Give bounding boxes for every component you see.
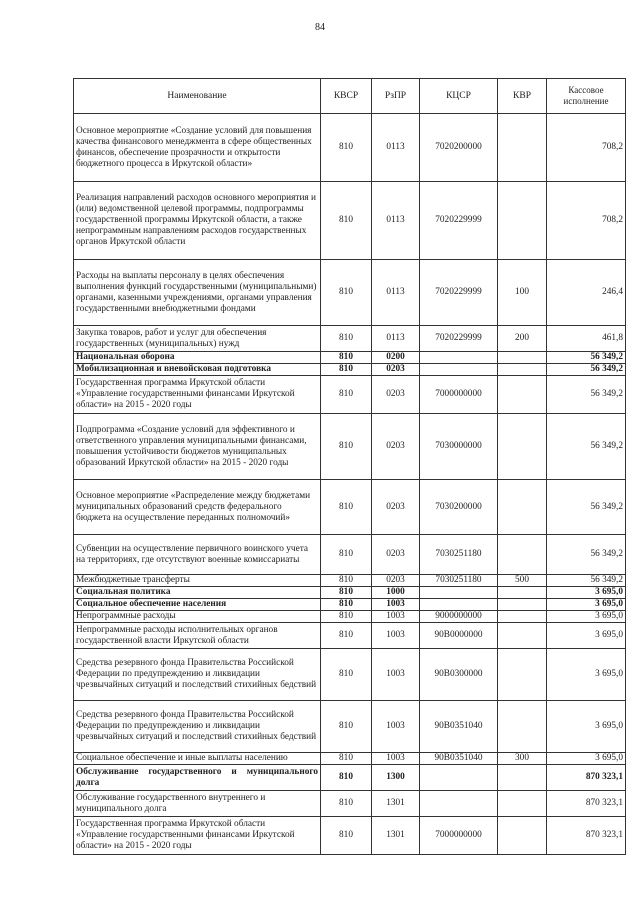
cell-name: Национальная оборона [74, 352, 321, 364]
header-amount: Кассовое исполнение [547, 79, 626, 114]
cell-kvr [498, 376, 547, 414]
table-row [74, 480, 626, 535]
cell-kvr [498, 364, 547, 376]
cell-amount: 870 323,1 [547, 817, 626, 855]
cell-kvsr: 810 [321, 480, 372, 535]
cell-kvr [498, 623, 547, 649]
cell-rzpr: 1301 [372, 817, 420, 855]
cell-rzpr: 0203 [372, 575, 420, 587]
table-row [74, 535, 626, 575]
cell-kvsr: 810 [321, 623, 372, 649]
cell-name: Социальное обеспечение и иные выплаты населению [74, 753, 321, 765]
cell-kvr [498, 182, 547, 260]
cell-kvsr: 810 [321, 376, 372, 414]
cell-kvr [498, 535, 547, 575]
cell-kvsr: 810 [321, 364, 372, 376]
cell-amount: 870 323,1 [547, 765, 626, 791]
table-row [74, 326, 626, 352]
cell-kvsr: 810 [321, 817, 372, 855]
cell-name: Средства резервного фонда Правительства Российской Федерации по предупреждению и ликвидации чрезвычайных ситуаций и последствий стихийных бедствий [74, 701, 321, 753]
cell-name: Реализация направлений расходов основного мероприятия и (или) ведомственной целевой программы, подпрограммы государственной программы Иркутской области, а также непрограммным направлениям расходов государственных органов Иркутской области [74, 182, 321, 260]
cell-kcsr: 7030000000 [420, 414, 498, 480]
table-row [74, 182, 626, 260]
cell-name: Непрограммные расходы [74, 611, 321, 623]
table-row [74, 414, 626, 480]
cell-kvsr: 810 [321, 326, 372, 352]
header-kvsr: КВСР [321, 79, 372, 114]
cell-name: Непрограммные расходы исполнительных органов государственной власти Иркутской области [74, 623, 321, 649]
cell-kvr [498, 352, 547, 364]
cell-amount: 708,2 [547, 114, 626, 182]
cell-kvsr: 810 [321, 535, 372, 575]
cell-rzpr: 0203 [372, 535, 420, 575]
cell-rzpr: 1301 [372, 791, 420, 817]
table-body [74, 114, 626, 855]
cell-kcsr [420, 587, 498, 599]
cell-kvsr: 810 [321, 114, 372, 182]
cell-kvr [498, 701, 547, 753]
cell-kcsr: 90В0351040 [420, 753, 498, 765]
cell-kvsr: 810 [321, 182, 372, 260]
table-row [74, 352, 626, 364]
cell-amount: 56 349,2 [547, 364, 626, 376]
table-row [74, 791, 626, 817]
cell-kvr: 200 [498, 326, 547, 352]
cell-amount: 3 695,0 [547, 599, 626, 611]
cell-name: Расходы на выплаты персоналу в целях обеспечения выполнения функций государственными (муниципальными) органами, казенными учреждениями, органами управления государственными внебюджетными фондами [74, 260, 321, 326]
cell-kcsr: 7030251180 [420, 575, 498, 587]
table-row [74, 753, 626, 765]
cell-name: Государственная программа Иркутской области «Управление государственными финансами Иркутской области» на 2015 - 2020 годы [74, 817, 321, 855]
cell-kvr [498, 114, 547, 182]
cell-name: Межбюджетные трансферты [74, 575, 321, 587]
cell-rzpr: 1300 [372, 765, 420, 791]
cell-kcsr: 7030251180 [420, 535, 498, 575]
cell-kcsr [420, 765, 498, 791]
cell-kvsr: 810 [321, 611, 372, 623]
cell-amount: 56 349,2 [547, 575, 626, 587]
table-row [74, 599, 626, 611]
cell-name: Социальная политика [74, 587, 321, 599]
cell-kcsr: 90В0300000 [420, 649, 498, 701]
cell-kvr [498, 480, 547, 535]
cell-kvsr: 810 [321, 575, 372, 587]
cell-kcsr: 7020229999 [420, 326, 498, 352]
cell-rzpr: 0113 [372, 114, 420, 182]
cell-rzpr: 0203 [372, 480, 420, 535]
cell-amount: 3 695,0 [547, 587, 626, 599]
cell-rzpr: 0200 [372, 352, 420, 364]
cell-amount: 708,2 [547, 182, 626, 260]
cell-kcsr [420, 599, 498, 611]
cell-kvr [498, 414, 547, 480]
cell-name: Социальное обеспечение населения [74, 599, 321, 611]
table-header-row [74, 79, 626, 114]
table-row [74, 817, 626, 855]
header-name: Наименование [74, 79, 321, 114]
cell-amount: 56 349,2 [547, 414, 626, 480]
cell-kcsr: 9000000000 [420, 611, 498, 623]
cell-kvsr: 810 [321, 701, 372, 753]
cell-rzpr: 0113 [372, 326, 420, 352]
cell-amount: 56 349,2 [547, 535, 626, 575]
cell-rzpr: 0203 [372, 376, 420, 414]
table-row [74, 611, 626, 623]
header-kvr: КВР [498, 79, 547, 114]
cell-rzpr: 1003 [372, 701, 420, 753]
cell-amount: 3 695,0 [547, 611, 626, 623]
table-row [74, 260, 626, 326]
cell-amount: 56 349,2 [547, 480, 626, 535]
cell-amount: 3 695,0 [547, 649, 626, 701]
cell-rzpr: 0113 [372, 182, 420, 260]
cell-kvr [498, 649, 547, 701]
cell-kcsr: 7020200000 [420, 114, 498, 182]
cell-kcsr [420, 352, 498, 364]
cell-name: Обслуживание государственного внутреннего и муниципального долга [74, 791, 321, 817]
table-row [74, 623, 626, 649]
cell-kcsr: 90В0000000 [420, 623, 498, 649]
cell-name: Подпрограмма «Создание условий для эффективного и ответственного управления муниципальными финансами, повышения устойчивости бюджетов муниципальных образований Иркутской области» на 2015 - 2020 годы [74, 414, 321, 480]
cell-kvr [498, 599, 547, 611]
cell-rzpr: 1003 [372, 599, 420, 611]
table-row [74, 587, 626, 599]
cell-amount: 3 695,0 [547, 753, 626, 765]
cell-kvr: 500 [498, 575, 547, 587]
cell-amount: 3 695,0 [547, 623, 626, 649]
cell-kcsr: 7020229999 [420, 260, 498, 326]
cell-name: Основное мероприятие «Создание условий для повышения качества финансового менеджмента в сфере общественных финансов, обеспечение прозрачности и открытости бюджетного процесса в Иркутской области» [74, 114, 321, 182]
cell-kvr: 100 [498, 260, 547, 326]
cell-name: Закупка товаров, работ и услуг для обеспечения государственных (муниципальных) нужд [74, 326, 321, 352]
cell-kcsr: 7000000000 [420, 376, 498, 414]
cell-kvsr: 810 [321, 791, 372, 817]
table-row [74, 376, 626, 414]
cell-rzpr: 1003 [372, 649, 420, 701]
table-row [74, 765, 626, 791]
cell-kvr: 300 [498, 753, 547, 765]
cell-kcsr: 90В0351040 [420, 701, 498, 753]
cell-name: Средства резервного фонда Правительства Российской Федерации по предупреждению и ликвидации чрезвычайных ситуаций и последствий стихийных бедствий [74, 649, 321, 701]
cell-kvsr: 810 [321, 765, 372, 791]
cell-rzpr: 1000 [372, 587, 420, 599]
table-row [74, 701, 626, 753]
cell-rzpr: 1003 [372, 611, 420, 623]
cell-kcsr [420, 364, 498, 376]
cell-kcsr: 7000000000 [420, 817, 498, 855]
cell-amount: 246,4 [547, 260, 626, 326]
header-rzpr: РзПР [372, 79, 420, 114]
cell-kcsr [420, 791, 498, 817]
cell-kvsr: 810 [321, 599, 372, 611]
page-number: 84 [315, 22, 325, 33]
cell-rzpr: 0203 [372, 414, 420, 480]
cell-amount: 56 349,2 [547, 376, 626, 414]
cell-rzpr: 0113 [372, 260, 420, 326]
cell-amount: 461,8 [547, 326, 626, 352]
cell-kvr [498, 791, 547, 817]
cell-kvsr: 810 [321, 649, 372, 701]
budget-execution-table [73, 78, 626, 855]
cell-kvr [498, 587, 547, 599]
cell-kvsr: 810 [321, 352, 372, 364]
cell-kvsr: 810 [321, 587, 372, 599]
cell-kvsr: 810 [321, 260, 372, 326]
table-row [74, 649, 626, 701]
cell-amount: 3 695,0 [547, 701, 626, 753]
table-row [74, 364, 626, 376]
cell-kvsr: 810 [321, 414, 372, 480]
header-kcsr: КЦСР [420, 79, 498, 114]
cell-rzpr: 0203 [372, 364, 420, 376]
cell-kvr [498, 765, 547, 791]
cell-kvsr: 810 [321, 753, 372, 765]
table-row [74, 114, 626, 182]
cell-rzpr: 1003 [372, 623, 420, 649]
cell-name: Мобилизационная и вневойсковая подготовка [74, 364, 321, 376]
cell-rzpr: 1003 [372, 753, 420, 765]
cell-kvr [498, 611, 547, 623]
cell-name: Обслуживание государственного и муниципального долга [74, 765, 321, 791]
cell-amount: 870 323,1 [547, 791, 626, 817]
cell-name: Государственная программа Иркутской области «Управление государственными финансами Иркутской области» на 2015 - 2020 годы [74, 376, 321, 414]
cell-amount: 56 349,2 [547, 352, 626, 364]
cell-name: Основное мероприятие «Распределение между бюджетами муниципальных образований средств федерального бюджета на осуществление переданных полномочий» [74, 480, 321, 535]
cell-name: Субвенции на осуществление первичного воинского учета на территориях, где отсутствуют военные комиссариаты [74, 535, 321, 575]
cell-kcsr: 7030200000 [420, 480, 498, 535]
cell-kvr [498, 817, 547, 855]
cell-kcsr: 7020229999 [420, 182, 498, 260]
table-row [74, 575, 626, 587]
